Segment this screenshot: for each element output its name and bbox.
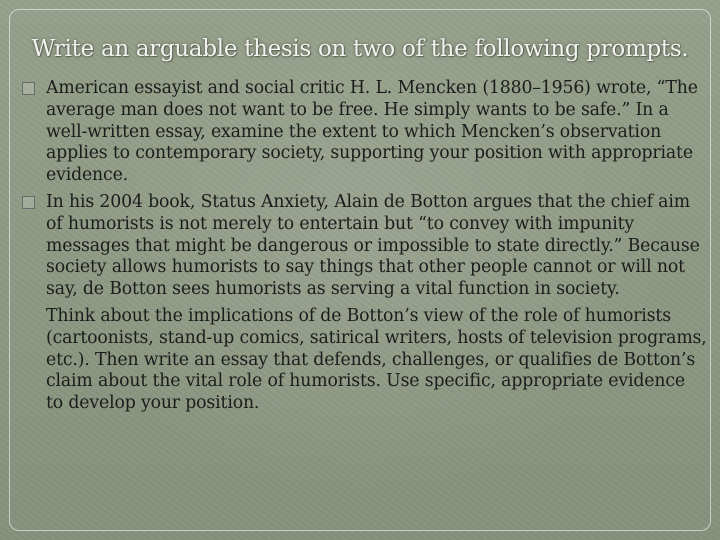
checkbox-square-icon (22, 196, 35, 209)
slide-content (22, 78, 707, 415)
prompt-item-mencken (22, 78, 707, 187)
checkbox-square-icon (22, 82, 35, 95)
prompt-item-de-botton (22, 192, 707, 301)
prompt-text: In his 2004 book, Status Anxiety, Alain de Botton argues that the chief aim of humorists is not merely to entertain but “to convey with impunity messages that might be dangerous or impossible to state directly.” Because society allows humorists to say things that other people cannot or will not say, de Botton sees humorists as serving a vital function in society. (46, 191, 700, 300)
prompt-text: American essayist and social critic H. L. Mencken (1880–1956) wrote, “The average man does not want to be free. He simply wants to be safe.” In a well-written essay, examine the extent to which Mencken’s observation applies to contemporary society, supporting your position with appropriate evidence. (46, 78, 698, 186)
slide-title: Write an arguable thesis on two of the following prompts. (31, 36, 689, 62)
prompt-continuation: Think about the implications of de Botton’s view of the role of humorists (cartoonists, stand-up comics, satirical writers, hosts of television programs, etc.). Then write an essay that defends, challenges, or qualifies de Botton’s claim about the vital role of humorists. Use specific, appropriate evidence to develop your position. (46, 305, 707, 414)
